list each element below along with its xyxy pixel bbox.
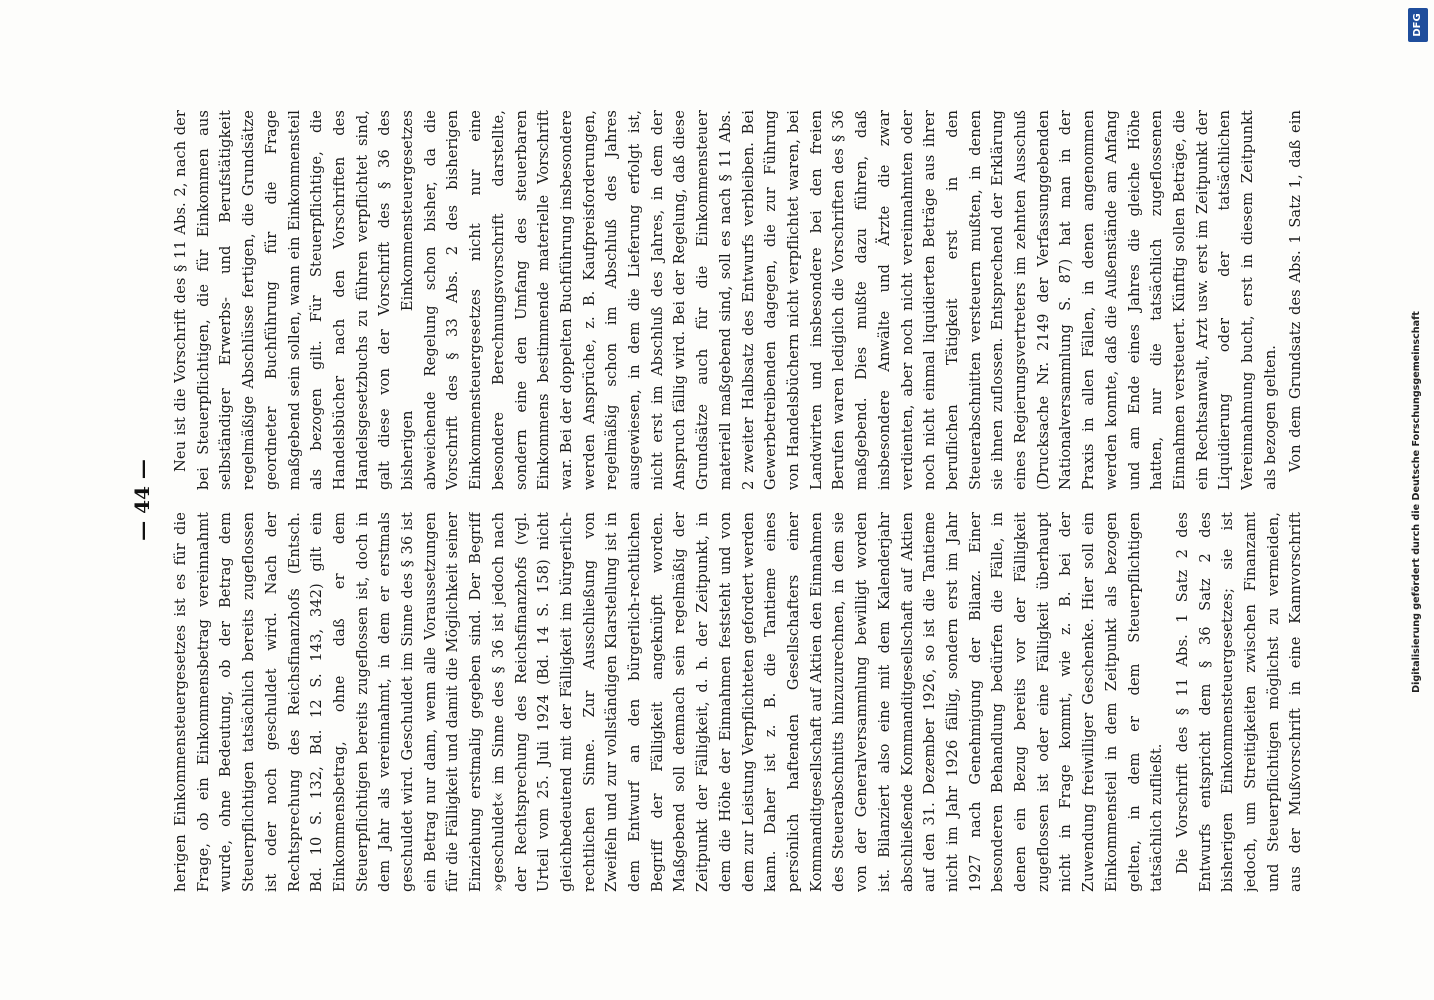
dfg-logo-text: DFG <box>1412 13 1423 37</box>
funding-note: Digitalisierung gefördert durch die Deutsche Forschungsgemeinschaft <box>1411 311 1422 693</box>
left-paragraph-1: herigen Einkommensteuergesetzes ist es für die Frage, ob ein Einkommensbetrag vereinnahmt wurde, ohne Bedeutung, ob der Betrag dem Steuerpflichtigen tatsächlich bereits zugeflossen ist oder noch geschuldet wird. Nach der Rechtsprechung des Reichsfinanzhofs (Entsch. Bd. 10 S. 132, Bd. 12 S. 143, 342) gilt ein Einkommensbetrag, ohne daß er dem Steuerpflichtigen bereits zugeflossen ist, doch in dem Jahr als vereinnahmt, in dem er erstmals geschuldet wird. Geschuldet im Sinne des § 36 ist ein Betrag nur dann, wenn alle Voraussetzungen für die Fälligkeit und damit die Möglichkeit seiner Einziehung erstmalig gegeben sind. Der Begriff »geschuldet« im Sinne des § 36 ist jedoch nach der Rechtsprechung des Reichsfinanzhofs (vgl. Urteil vom 25. Juli 1924 (Bd. 14 S. 158) nicht gleichbedeutend mit der Fälligkeit im bürgerlich-rechtlichen Sinne. Zur Ausschließung von Zweifeln und zur vollständigen Klarstellung ist in dem Entwurf an den bürgerlich-rechtlichen Begriff der Fälligkeit angeknüpft worden. Maßgebend soll demnach sein regelmäßig der Zeitpunkt der Fälligkeit, d. h. der Zeitpunkt, in dem die Höhe der Einnahmen feststeht und von dem zur Leistung Verpflichteten gefordert werden kann. Daher ist z. B. die Tantieme eines persönlich haftenden Gesellschafters einer Kommanditgesellschaft auf Aktien den Einnahmen des Steuerabschnitts hinzuzurechnen, in dem sie von der Generalversammlung bewilligt worden ist. Bilanziert also eine mit dem Kalenderjahr abschließende Kommanditgesellschaft auf Aktien auf den 31. Dezember 1926, so ist die Tantieme nicht im Jahr 1926 fällig, sondern erst im Jahr 1927 nach Genehmigung der Bilanz. Einer besonderen Behandlung bedürfen die Fälle, in denen ein Bezug bereits vor der Fälligkeit zugeflossen ist oder eine Fälligkeit überhaupt nicht in Frage kommt, wie z. B. bei der Zuwendung freiwilliger Geschenke. Hier soll ein Einkommensteil in dem Zeitpunkt als bezogen gelten, in dem er dem Steuerpflichtigen tatsächlich zufließt. <box>172 512 1166 892</box>
digitization-sidenote <box>1402 2 1432 998</box>
right-paragraph-1: Neu ist die Vorschrift des § 11 Abs. 2, nach der bei Steuerpflichtigen, die für Einkommen aus selbständiger Erwerbs- und Berufstätigkeit regelmäßige Abschlüsse fertigen, die Grundsätze geordneter Buchführung für die Frage maßgebend sein sollen, wann ein Einkommensteil als bezogen gilt. Für Steuerpflichtige, die Handelsbücher nach den Vorschriften des Handelsgesetzbuchs zu führen verpflichtet sind, galt diese von der Vorschrift des § 36 des bisherigen Einkommensteuergesetzes abweichende Regelung schon bisher, da die Vorschrift des § 33 Abs. 2 des bisherigen Einkommensteuergesetzes nicht nur eine besondere Berechnungsvorschrift darstellte, sondern eine den Umfang des steuerbaren Einkommens bestimmende materielle Vorschrift war. Bei der doppelten Buchführung insbesondere werden Ansprüche, z. B. Kaufpreisforderungen, regelmäßig schon im Abschluß des Jahres ausgewiesen, in dem die Lieferung erfolgt ist, nicht erst im Abschluß des Jahres, in dem der Anspruch fällig wird. Bei der Regelung, daß diese Grundsätze auch für die Einkommensteuer materiell maßgebend sind, soll es nach § 11 Abs. 2 zweiter Halbsatz des Entwurfs verbleiben. Bei Gewerbetreibenden dagegen, die zur Führung von Handelsbüchern nicht verpflichtet waren, bei Landwirten und insbesondere bei den freien Berufen waren lediglich die Vorschriften des § 36 maßgebend. Dies mußte dazu führen, daß insbesondere Anwälte und Ärzte die zwar verdienten, aber noch nicht vereinnahmten oder noch nicht einmal liquidierten Beträge aus ihrer beruflichen Tätigkeit erst in den Steuerabschnitten versteuern mußten, in denen sie ihnen zuflossen. Entsprechend der Erklärung eines Regierungsvertreters im zehnten Ausschuß (Drucksache Nr. 2149 der Verfassunggebenden Nationalversammlung S. 87) hat man in der Praxis in allen Fällen, in denen angenommen werden konnte, daß die Außenstände am Anfang und am Ende eines Jahres die gleiche Höhe hatten, nur die tatsächlich zugeflossenen Einnahmen versteuert. Künftig sollen Beträge, die ein Rechtsanwalt, Arzt usw. erst im Zeitpunkt der Liquidierung oder der tatsächlichen Vereinnahmung bucht, erst in diesem Zeitpunkt als bezogen gelten. <box>172 110 1279 490</box>
dfg-logo <box>1408 8 1428 42</box>
right-paragraph-2: Von dem Grundsatz des Abs. 1 Satz 1, daß ein <box>1287 110 1305 472</box>
right-column <box>170 110 1305 490</box>
rotated-page <box>122 100 1312 900</box>
page-number: — 44 — <box>130 459 154 541</box>
left-column <box>170 512 1305 892</box>
left-paragraph-2: Die Vorschrift des § 11 Abs. 1 Satz 2 des Entwurfs entspricht dem § 36 Satz 2 des bisherigen Einkommensteuergesetzes; sie ist jedoch, um Streitigkeiten zwischen Finanzamt und Steuerpflichtigen möglichst zu vermeiden, aus der Mußvorschrift in eine Kannvorschrift <box>1173 512 1305 892</box>
